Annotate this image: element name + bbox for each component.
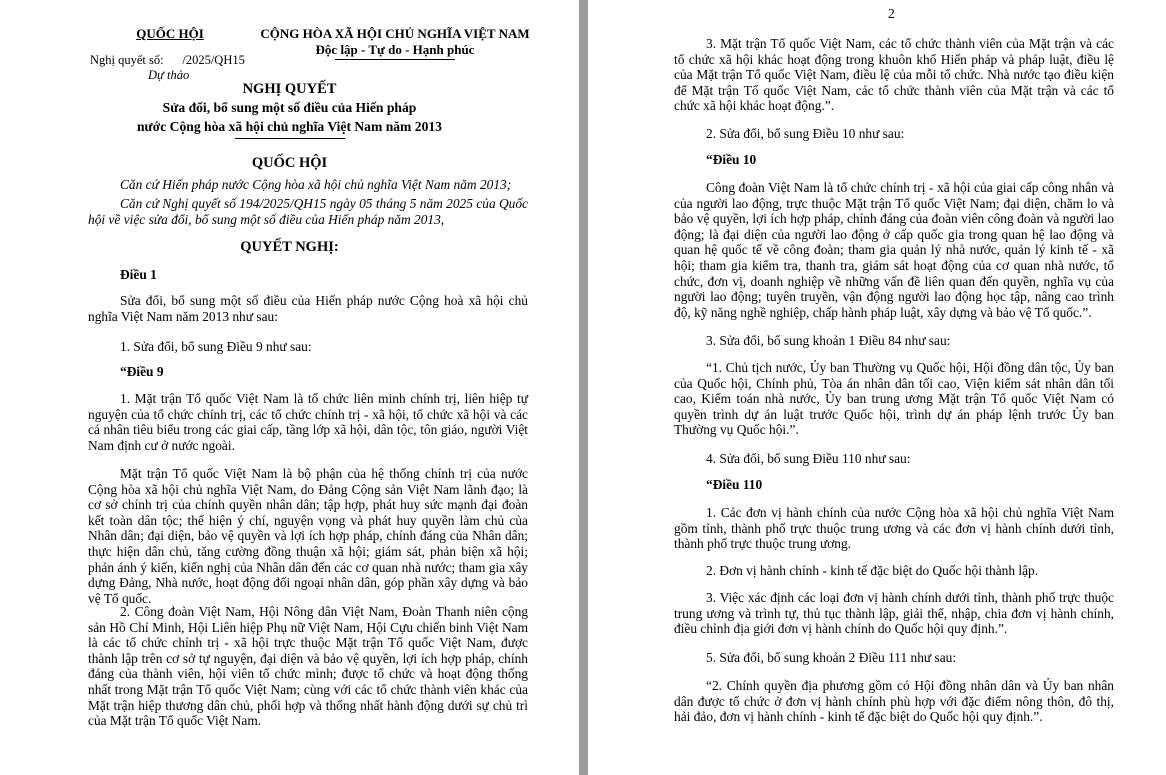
title-line-1: Sửa đổi, bổ sung một số điều của Hiến pháp [162, 100, 417, 115]
article-1-heading: Điều 1 [120, 267, 157, 282]
article-9-clause-1: 1. Mặt trận Tổ quốc Việt Nam là tổ chức liên minh chính trị, liên hiệp tự nguyện của tổ chức chính trị, các tổ chức chính trị - xã hội, tổ chức xã hội và các cá nhân tiêu biểu trong các giai cấp, tầng lớp xã hội, dân tộc, tôn giáo, người Việt Nam định cư ở nước ngoài. [88, 391, 528, 453]
draft-label: Dự thảo [148, 68, 190, 82]
motto-underline [335, 59, 455, 60]
issuer-heading: QUỐC HỘI [251, 155, 328, 171]
article-9-heading: “Điều 9 [120, 364, 164, 379]
article-84-clause-1: “1. Chủ tịch nước, Ủy ban Thường vụ Quốc hội, Hội đồng dân tộc, Ủy ban của Quốc hội, Chính phủ, Tòa án nhân dân tối cao, Viện kiểm sát nhân dân tối cao, Kiểm toán nhà nước, Ủy ban trung ương Mặt trận Tổ quốc Việt Nam có quyền trình dự án luật trước Quốc hội, trình dự án pháp lệnh trước Ủy ban Thường vụ Quốc hội.”. [674, 360, 1114, 438]
article-110-clause-3: 3. Việc xác định các loại đơn vị hành chính dưới tỉnh, thành phố trực thuộc trung ương và trình tự, thủ tục thành lập, giải thể, nhập, chia đơn vị hành chính, điều chỉnh địa giới đơn vị hành chính do Quốc hội quy định.”. [674, 590, 1114, 637]
document-type: NGHỊ QUYẾT [242, 81, 337, 97]
amend-article-10: 2. Sửa đổi, bổ sung Điều 10 như sau: [706, 126, 905, 141]
document-page-2 [588, 0, 1166, 775]
national-motto: Độc lập - Tự do - Hạnh phúc [315, 42, 475, 57]
amend-article-9: 1. Sửa đổi, bổ sung Điều 9 như sau: [120, 339, 312, 354]
article-110-heading: “Điều 110 [706, 477, 763, 492]
resolution-number: Nghị quyết số: /2025/QH15 [90, 53, 245, 67]
amend-article-111: 5. Sửa đổi, bổ sung khoản 2 Điều 111 như sau: [706, 650, 957, 665]
article-10-heading: “Điều 10 [706, 152, 757, 167]
amend-article-84: 3. Sửa đổi, bổ sung khoản 1 Điều 84 như sau: [706, 333, 951, 348]
republic-name: CỘNG HÒA XÃ HỘI CHỦ NGHĨA VIỆT NAM [260, 26, 530, 41]
article-110-clause-1: 1. Các đơn vị hành chính của nước Cộng hòa xã hội chủ nghĩa Việt Nam gồm tỉnh, thành phố trực thuộc trung ương và các đơn vị hành chính dưới tỉnh, thành phố trực thuộc trung ương. [674, 505, 1114, 552]
article-9-clause-1b: Mặt trận Tổ quốc Việt Nam là bộ phận của hệ thống chính trị của nước Cộng hòa xã hội chủ nghĩa Việt Nam, do Đảng Cộng sản Việt Nam lãnh đạo; là cơ sở chính trị của chính quyền nhân dân; tập hợp, phát huy sức mạnh đại đoàn kết toàn dân tộc; thể hiện ý chí, nguyện vọng và phát huy quyền làm chủ của Nhân dân; đại diện, bảo vệ quyền và lợi ích hợp pháp, chính đáng của Nhân dân; thực hiện dân chủ, tăng cường đồng thuận xã hội; giám sát, phản biện xã hội; phản ánh ý kiến, kiến nghị của Nhân dân đến các cơ quan nhà nước; tham gia xây dựng Đảng, Nhà nước, hoạt động đối ngoại nhân dân, góp phần xây dựng và bảo vệ Tổ quốc. [88, 466, 528, 606]
page-number: 2 [888, 6, 895, 21]
legal-basis-1: Căn cứ Hiến pháp nước Cộng hòa xã hội chủ nghĩa Việt Nam năm 2013; [120, 177, 512, 192]
article-9-clause-3: 3. Mặt trận Tổ quốc Việt Nam, các tổ chức thành viên của Mặt trận và các tổ chức xã hội khác hoạt động trong khuôn khổ Hiến pháp và pháp luật, điều lệ của Mặt trận Tổ quốc Việt Nam, điều lệ của mỗi tổ chức. Nhà nước tạo điều kiện để Mặt trận Tổ quốc Việt Nam, các tổ chức thành viên của Mặt trận và các tổ chức xã hội khác hoạt động.”. [674, 36, 1114, 114]
decides-heading: QUYẾT NGHỊ: [240, 239, 339, 255]
article-10-body: Công đoàn Việt Nam là tổ chức chính trị - xã hội của giai cấp công nhân và của người lao động, trực thuộc Mặt trận Tổ quốc Việt Nam; đại diện, chăm lo và bảo vệ quyền, lợi ích hợp pháp, chính đáng của đoàn viên công đoàn và người lao động; là đại diện của người lao động ở cấp quốc gia trong quan hệ lao động và quan hệ quốc tế về công đoàn; tham gia quản lý nhà nước, quản lý kinh tế - xã hội; tham gia kiểm tra, thanh tra, giám sát hoạt động của cơ quan nhà nước, tổ chức, đơn vị, doanh nghiệp về những vấn đề liên quan đến quyền, nghĩa vụ của người lao động; tuyên truyền, vận động người lao động học tập, nâng cao trình độ, kỹ năng nghề nghiệp, chấp hành pháp luật, xây dựng và bảo vệ Tổ quốc.”. [674, 180, 1114, 320]
article-110-clause-2: 2. Đơn vị hành chính - kinh tế đặc biệt do Quốc hội thành lập. [706, 563, 1039, 578]
legal-basis-2: Căn cứ Nghị quyết số 194/2025/QH15 ngày 05 tháng 5 năm 2025 của Quốc hội về việc sửa đổi, bổ sung một số điều của Hiến pháp năm 2013, [88, 196, 528, 227]
document-page-1 [0, 0, 579, 775]
title-line-2: nước Cộng hòa xã hội chủ nghĩa Việt Nam năm 2013 [137, 119, 442, 134]
title-underline [235, 138, 345, 139]
amend-article-110: 4. Sửa đổi, bổ sung Điều 110 như sau: [706, 451, 911, 466]
article-9-clause-2: 2. Công đoàn Việt Nam, Hội Nông dân Việt Nam, Đoàn Thanh niên cộng sản Hồ Chí Minh, Hội Liên hiệp Phụ nữ Việt Nam, Hội Cựu chiến binh Việt Nam là các tổ chức chính trị - xã hội trực thuộc Mặt trận Tổ quốc Việt Nam, được thành lập trên cơ sở tự nguyện, đại diện và bảo vệ quyền, lợi ích hợp pháp, chính đáng của thành viên, hội viên tổ chức mình; được tổ chức và hoạt động thống nhất trong Mặt trận Tổ quốc Việt Nam; cùng với các tổ chức thành viên khác của Mặt trận hiệp thương dân chủ, phối hợp và thống nhất hành động dưới sự chủ trì của Mặt trận Tổ quốc Việt Nam. [88, 604, 528, 729]
intro-paragraph: Sửa đổi, bổ sung một số điều của Hiến pháp nước Cộng hoà xã hội chủ nghĩa Việt Nam năm 2013 như sau: [88, 293, 528, 324]
agency-name: QUỐC HỘI [136, 26, 204, 41]
article-111-clause-2: “2. Chính quyền địa phương gồm có Hội đồng nhân dân và Ủy ban nhân dân được tổ chức ở đơn vị hành chính phù hợp với đặc điểm nông thôn, đô thị, hải đảo, đơn vị hành chính - kinh tế đặc biệt do Quốc hội quy định.”. [674, 678, 1114, 725]
